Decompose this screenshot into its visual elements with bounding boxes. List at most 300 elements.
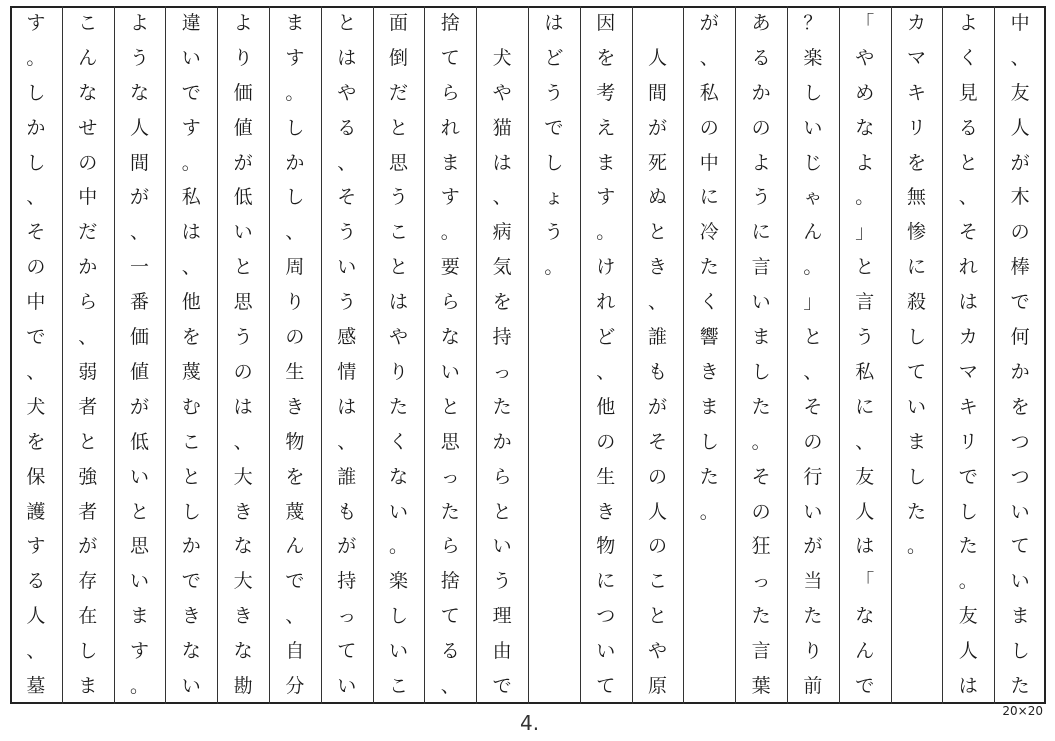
manuscript-cell: む bbox=[181, 395, 201, 418]
manuscript-cell: ま bbox=[285, 11, 305, 34]
manuscript-cell: 人 bbox=[129, 116, 149, 139]
manuscript-column bbox=[217, 6, 269, 704]
manuscript-cell: 、 bbox=[647, 291, 667, 314]
manuscript-cell: キ bbox=[906, 81, 926, 104]
manuscript-cell: の bbox=[285, 326, 305, 349]
manuscript-cell: る bbox=[440, 640, 460, 663]
manuscript-cell: 、 bbox=[129, 221, 149, 244]
column-divider bbox=[321, 6, 322, 704]
manuscript-cell: ん bbox=[285, 535, 305, 558]
manuscript-cell: カ bbox=[958, 326, 978, 349]
manuscript-cell: 葉 bbox=[751, 675, 771, 698]
manuscript-cell: し bbox=[544, 151, 564, 174]
manuscript-cell: の bbox=[26, 256, 46, 279]
manuscript-cell: け bbox=[596, 256, 616, 279]
manuscript-cell: そ bbox=[958, 221, 978, 244]
manuscript-cell: 倒 bbox=[388, 46, 408, 69]
manuscript-cell: な bbox=[855, 605, 875, 628]
manuscript-cell: 人 bbox=[647, 46, 667, 69]
manuscript-cell: 猫 bbox=[492, 116, 512, 139]
manuscript-cell: 。 bbox=[855, 186, 875, 209]
manuscript-cell: よ bbox=[751, 151, 771, 174]
manuscript-cell bbox=[528, 355, 580, 390]
manuscript-cell: す bbox=[285, 46, 305, 69]
manuscript-cell: そ bbox=[647, 430, 667, 453]
manuscript-cell: で bbox=[1010, 291, 1030, 314]
manuscript-cell: の bbox=[699, 116, 719, 139]
manuscript-cell: ん bbox=[803, 221, 823, 244]
manuscript-cell: き bbox=[285, 395, 305, 418]
column-divider bbox=[424, 6, 425, 704]
manuscript-cell: と bbox=[492, 500, 512, 523]
manuscript-cell: う bbox=[544, 81, 564, 104]
manuscript-column bbox=[839, 6, 891, 704]
manuscript-cell: に bbox=[855, 395, 875, 418]
manuscript-cell: だ bbox=[388, 81, 408, 104]
manuscript-cell: い bbox=[492, 535, 512, 558]
manuscript-cell: よ bbox=[129, 11, 149, 34]
manuscript-cell: 、 bbox=[26, 360, 46, 383]
manuscript-column bbox=[476, 6, 528, 704]
manuscript-cell: っ bbox=[337, 605, 357, 628]
manuscript-cell: ま bbox=[751, 326, 771, 349]
manuscript-cell: う bbox=[855, 326, 875, 349]
manuscript-cell bbox=[683, 634, 735, 669]
column-divider bbox=[269, 6, 270, 704]
manuscript-cell: 狂 bbox=[751, 535, 771, 558]
manuscript-cell: な bbox=[440, 326, 460, 349]
manuscript-cell: す bbox=[596, 186, 616, 209]
page-number: 4. bbox=[520, 711, 540, 735]
manuscript-cell: が bbox=[1010, 151, 1030, 174]
manuscript-cell bbox=[891, 669, 943, 704]
manuscript-cell: の bbox=[596, 430, 616, 453]
manuscript-cell: し bbox=[699, 430, 719, 453]
manuscript-cell: た bbox=[906, 500, 926, 523]
manuscript-cell: よ bbox=[855, 151, 875, 174]
manuscript-cell: 「 bbox=[855, 570, 875, 593]
manuscript-cell bbox=[528, 530, 580, 565]
manuscript-cell: り bbox=[233, 46, 253, 69]
column-divider bbox=[528, 6, 529, 704]
manuscript-cell: い bbox=[751, 291, 771, 314]
manuscript-cell: 情 bbox=[337, 360, 357, 383]
manuscript-cell: が bbox=[78, 535, 98, 558]
manuscript-cell: ら bbox=[492, 465, 512, 488]
manuscript-cell: の bbox=[751, 116, 771, 139]
manuscript-cell: る bbox=[958, 116, 978, 139]
manuscript-cell: ど bbox=[544, 46, 564, 69]
manuscript-cell: ん bbox=[78, 46, 98, 69]
manuscript-cell: と bbox=[647, 605, 667, 628]
manuscript-cell: い bbox=[337, 256, 357, 279]
manuscript-cell: 死 bbox=[647, 151, 667, 174]
manuscript-cell: 誰 bbox=[337, 465, 357, 488]
manuscript-cell: 低 bbox=[233, 186, 253, 209]
manuscript-cell: 響 bbox=[699, 326, 719, 349]
manuscript-cell: や bbox=[647, 640, 667, 663]
manuscript-cell: 、 bbox=[596, 360, 616, 383]
manuscript-cell: し bbox=[285, 116, 305, 139]
column-divider bbox=[683, 6, 684, 704]
manuscript-cell: こ bbox=[388, 675, 408, 698]
manuscript-cell: を bbox=[26, 430, 46, 453]
manuscript-cell: 面 bbox=[388, 11, 408, 34]
manuscript-cell: い bbox=[1010, 500, 1030, 523]
manuscript-cell: そ bbox=[26, 221, 46, 244]
manuscript-cell: 友 bbox=[855, 465, 875, 488]
manuscript-cell: ま bbox=[129, 605, 149, 628]
manuscript-sheet bbox=[10, 6, 1046, 704]
manuscript-cell: を bbox=[596, 46, 616, 69]
manuscript-cell: そ bbox=[751, 465, 771, 488]
manuscript-cell: て bbox=[337, 640, 357, 663]
manuscript-cell: 低 bbox=[129, 430, 149, 453]
manuscript-cell: で bbox=[544, 116, 564, 139]
manuscript-cell: い bbox=[337, 675, 357, 698]
manuscript-cell: 。 bbox=[26, 46, 46, 69]
manuscript-cell: な bbox=[78, 81, 98, 104]
manuscript-cell: 原 bbox=[647, 675, 667, 698]
manuscript-cell: に bbox=[906, 256, 926, 279]
manuscript-cell: 言 bbox=[751, 256, 771, 279]
manuscript-cell: 値 bbox=[129, 360, 149, 383]
manuscript-cell: 、 bbox=[492, 186, 512, 209]
manuscript-cell: る bbox=[751, 46, 771, 69]
manuscript-cell: は bbox=[492, 151, 512, 174]
manuscript-cell: き bbox=[233, 605, 253, 628]
column-divider bbox=[373, 6, 374, 704]
manuscript-cell: 価 bbox=[129, 326, 149, 349]
manuscript-cell bbox=[528, 599, 580, 634]
manuscript-cell: は bbox=[958, 291, 978, 314]
manuscript-cell: の bbox=[78, 151, 98, 174]
manuscript-cell: じ bbox=[803, 151, 823, 174]
manuscript-cell: に bbox=[596, 570, 616, 593]
manuscript-cell: い bbox=[388, 500, 408, 523]
manuscript-cell: と bbox=[440, 395, 460, 418]
manuscript-cell: が bbox=[699, 11, 719, 34]
manuscript-cell: う bbox=[337, 291, 357, 314]
manuscript-cell: 思 bbox=[129, 535, 149, 558]
manuscript-cell: ん bbox=[855, 640, 875, 663]
manuscript-cell: 行 bbox=[803, 465, 823, 488]
manuscript-cell: や bbox=[492, 81, 512, 104]
manuscript-cell: し bbox=[906, 465, 926, 488]
manuscript-cell bbox=[528, 495, 580, 530]
manuscript-cell: 犬 bbox=[26, 395, 46, 418]
manuscript-cell: に bbox=[751, 221, 771, 244]
manuscript-cell: 病 bbox=[492, 221, 512, 244]
manuscript-cell: が bbox=[803, 535, 823, 558]
manuscript-cell: は bbox=[181, 221, 201, 244]
manuscript-cell: 蔑 bbox=[181, 360, 201, 383]
manuscript-cell: 周 bbox=[285, 256, 305, 279]
manuscript-cell: 物 bbox=[596, 535, 616, 558]
manuscript-cell: す bbox=[181, 116, 201, 139]
manuscript-cell: す bbox=[129, 640, 149, 663]
manuscript-cell: 。 bbox=[544, 256, 564, 279]
manuscript-cell: の bbox=[803, 430, 823, 453]
manuscript-cell: を bbox=[492, 291, 512, 314]
manuscript-cell: 殺 bbox=[906, 291, 926, 314]
manuscript-cell: ま bbox=[596, 151, 616, 174]
manuscript-cell: 、 bbox=[337, 430, 357, 453]
manuscript-cell: き bbox=[596, 500, 616, 523]
manuscript-cell: か bbox=[492, 430, 512, 453]
manuscript-cell: う bbox=[129, 46, 149, 69]
manuscript-cell: た bbox=[492, 395, 512, 418]
manuscript-cell: た bbox=[803, 605, 823, 628]
manuscript-cell: カ bbox=[906, 11, 926, 34]
manuscript-column bbox=[373, 6, 425, 704]
manuscript-cell: た bbox=[1010, 675, 1030, 698]
manuscript-cell: 友 bbox=[1010, 81, 1030, 104]
manuscript-cell: 者 bbox=[78, 395, 98, 418]
manuscript-column bbox=[942, 6, 994, 704]
manuscript-column bbox=[735, 6, 787, 704]
manuscript-cell bbox=[528, 669, 580, 704]
manuscript-cell: が bbox=[129, 186, 149, 209]
manuscript-cell: 言 bbox=[855, 291, 875, 314]
manuscript-cell: 存 bbox=[78, 570, 98, 593]
manuscript-cell: と bbox=[803, 326, 823, 349]
manuscript-cell: す bbox=[26, 11, 46, 34]
manuscript-cell: い bbox=[906, 395, 926, 418]
manuscript-column bbox=[683, 6, 735, 704]
manuscript-cell: た bbox=[751, 395, 771, 418]
manuscript-cell: よ bbox=[233, 11, 253, 34]
manuscript-cell: で bbox=[855, 675, 875, 698]
manuscript-cell bbox=[528, 285, 580, 320]
manuscript-cell: あ bbox=[751, 11, 771, 34]
manuscript-cell: が bbox=[233, 151, 253, 174]
manuscript-cell: る bbox=[337, 116, 357, 139]
manuscript-cell bbox=[528, 634, 580, 669]
manuscript-column bbox=[528, 6, 580, 704]
manuscript-cell: い bbox=[1010, 570, 1030, 593]
manuscript-cell: い bbox=[440, 360, 460, 383]
manuscript-cell: 護 bbox=[26, 500, 46, 523]
manuscript-cell: か bbox=[1010, 360, 1030, 383]
column-divider bbox=[114, 6, 115, 704]
manuscript-cell: が bbox=[129, 395, 149, 418]
manuscript-cell: 勘 bbox=[233, 675, 253, 698]
manuscript-cell: ま bbox=[440, 151, 460, 174]
manuscript-cell: を bbox=[1010, 395, 1030, 418]
manuscript-cell: 冷 bbox=[699, 221, 719, 244]
column-divider bbox=[165, 6, 166, 704]
manuscript-cell: ま bbox=[1010, 605, 1030, 628]
manuscript-column bbox=[891, 6, 943, 704]
manuscript-cell bbox=[683, 599, 735, 634]
manuscript-cell: 前 bbox=[803, 675, 823, 698]
manuscript-cell: 由 bbox=[492, 640, 512, 663]
manuscript-cell: と bbox=[388, 116, 408, 139]
manuscript-cell: 気 bbox=[492, 256, 512, 279]
manuscript-cell: 、 bbox=[233, 430, 253, 453]
manuscript-cell bbox=[891, 634, 943, 669]
manuscript-cell: こ bbox=[78, 11, 98, 34]
manuscript-cell: リ bbox=[906, 116, 926, 139]
manuscript-cell: 在 bbox=[78, 605, 98, 628]
manuscript-cell: で bbox=[958, 465, 978, 488]
manuscript-cell: す bbox=[26, 535, 46, 558]
manuscript-cell: く bbox=[958, 46, 978, 69]
manuscript-cell: し bbox=[958, 500, 978, 523]
manuscript-cell: 中 bbox=[1010, 11, 1030, 34]
manuscript-cell: 中 bbox=[26, 291, 46, 314]
manuscript-cell: 。 bbox=[129, 675, 149, 698]
manuscript-cell: は bbox=[233, 395, 253, 418]
manuscript-cell: と bbox=[958, 151, 978, 174]
manuscript-cell bbox=[476, 6, 528, 41]
manuscript-cell: き bbox=[181, 605, 201, 628]
manuscript-cell: 。 bbox=[751, 430, 771, 453]
manuscript-cell: そ bbox=[803, 395, 823, 418]
manuscript-cell: 、 bbox=[26, 640, 46, 663]
manuscript-cell: を bbox=[906, 151, 926, 174]
column-divider bbox=[942, 6, 943, 704]
manuscript-cell: 持 bbox=[492, 326, 512, 349]
column-divider bbox=[217, 6, 218, 704]
manuscript-cell: こ bbox=[388, 221, 408, 244]
manuscript-cell: め bbox=[855, 81, 875, 104]
manuscript-cell: 私 bbox=[855, 360, 875, 383]
manuscript-cell: と bbox=[129, 500, 149, 523]
manuscript-cell: よ bbox=[958, 11, 978, 34]
manuscript-cell: の bbox=[751, 500, 771, 523]
manuscript-cell: 「 bbox=[855, 11, 875, 34]
manuscript-cell: を bbox=[181, 326, 201, 349]
manuscript-cell: 言 bbox=[751, 640, 771, 663]
manuscript-cell: ？ bbox=[803, 11, 823, 34]
manuscript-cell: き bbox=[647, 256, 667, 279]
manuscript-column bbox=[10, 6, 62, 704]
manuscript-cell: ら bbox=[440, 535, 460, 558]
manuscript-cell: な bbox=[233, 535, 253, 558]
manuscript-cell: 大 bbox=[233, 570, 253, 593]
manuscript-cell: た bbox=[958, 535, 978, 558]
manuscript-cell: 人 bbox=[958, 640, 978, 663]
manuscript-cell: 、 bbox=[337, 151, 357, 174]
manuscript-column bbox=[269, 6, 321, 704]
manuscript-cell: て bbox=[1010, 535, 1030, 558]
manuscript-cell: に bbox=[699, 186, 719, 209]
manuscript-cell: 理 bbox=[492, 605, 512, 628]
manuscript-cell: た bbox=[699, 465, 719, 488]
manuscript-cell: き bbox=[233, 500, 253, 523]
manuscript-cell: ぬ bbox=[647, 186, 667, 209]
manuscript-cell: ら bbox=[78, 291, 98, 314]
manuscript-cell: 要 bbox=[440, 256, 460, 279]
manuscript-cell: し bbox=[803, 81, 823, 104]
manuscript-cell: ら bbox=[440, 81, 460, 104]
manuscript-cell: な bbox=[233, 640, 253, 663]
manuscript-cell: い bbox=[181, 46, 201, 69]
manuscript-cell: ょ bbox=[544, 186, 564, 209]
manuscript-cell: う bbox=[233, 326, 253, 349]
manuscript-cell: と bbox=[855, 256, 875, 279]
manuscript-cell: は bbox=[958, 675, 978, 698]
manuscript-cell: 強 bbox=[78, 465, 98, 488]
manuscript-cell: が bbox=[337, 535, 357, 558]
manuscript-cell: ま bbox=[699, 395, 719, 418]
manuscript-cell: と bbox=[337, 11, 357, 34]
manuscript-cell: ま bbox=[906, 430, 926, 453]
manuscript-cell: 私 bbox=[699, 81, 719, 104]
manuscript-cell: れ bbox=[440, 116, 460, 139]
manuscript-cell: っ bbox=[492, 360, 512, 383]
manuscript-cell: 間 bbox=[647, 81, 667, 104]
manuscript-column bbox=[994, 6, 1046, 704]
manuscript-cell: か bbox=[285, 151, 305, 174]
manuscript-cell: 一 bbox=[129, 256, 149, 279]
manuscript-cell: 、 bbox=[78, 326, 98, 349]
manuscript-cell: 。 bbox=[440, 221, 460, 244]
manuscript-cell: て bbox=[440, 46, 460, 69]
grid-size-label: 20×20 bbox=[1002, 704, 1043, 718]
manuscript-cell: て bbox=[596, 675, 616, 698]
manuscript-column bbox=[62, 6, 114, 704]
manuscript-cell: 。 bbox=[906, 535, 926, 558]
manuscript-cell: く bbox=[388, 430, 408, 453]
manuscript-cell: た bbox=[388, 395, 408, 418]
manuscript-cell: れ bbox=[596, 291, 616, 314]
manuscript-cell: 、 bbox=[440, 675, 460, 698]
manuscript-cell: し bbox=[78, 640, 98, 663]
manuscript-cell: 友 bbox=[958, 605, 978, 628]
manuscript-cell: 捨 bbox=[440, 11, 460, 34]
manuscript-cell: こ bbox=[647, 570, 667, 593]
manuscript-cell: 、 bbox=[285, 221, 305, 244]
manuscript-cell: や bbox=[337, 81, 357, 104]
manuscript-cell: 、 bbox=[1010, 46, 1030, 69]
manuscript-cell: つ bbox=[1010, 465, 1030, 488]
manuscript-cell: な bbox=[855, 116, 875, 139]
manuscript-cell bbox=[683, 530, 735, 565]
manuscript-cell: ら bbox=[440, 291, 460, 314]
manuscript-cell: そ bbox=[337, 186, 357, 209]
manuscript-cell: り bbox=[803, 640, 823, 663]
manuscript-cell: 。 bbox=[699, 500, 719, 523]
manuscript-cell: す bbox=[440, 186, 460, 209]
manuscript-cell: 因 bbox=[596, 11, 616, 34]
manuscript-cell: と bbox=[388, 256, 408, 279]
manuscript-cell: い bbox=[129, 465, 149, 488]
manuscript-cell: い bbox=[803, 116, 823, 139]
manuscript-cell: も bbox=[647, 360, 667, 383]
manuscript-cell bbox=[891, 599, 943, 634]
manuscript-cell: で bbox=[181, 81, 201, 104]
manuscript-cell: い bbox=[596, 640, 616, 663]
manuscript-cell bbox=[891, 564, 943, 599]
manuscript-cell: 他 bbox=[596, 395, 616, 418]
column-divider bbox=[787, 6, 788, 704]
manuscript-cell: と bbox=[233, 256, 253, 279]
manuscript-column bbox=[580, 6, 632, 704]
manuscript-cell: り bbox=[388, 360, 408, 383]
manuscript-cell: 間 bbox=[129, 151, 149, 174]
manuscript-cell: 他 bbox=[181, 291, 201, 314]
manuscript-cell: 思 bbox=[440, 430, 460, 453]
manuscript-cell bbox=[528, 320, 580, 355]
manuscript-cell: 。 bbox=[958, 570, 978, 593]
manuscript-cell: キ bbox=[958, 395, 978, 418]
manuscript-cell: 犬 bbox=[492, 46, 512, 69]
manuscript-cell: 。 bbox=[388, 535, 408, 558]
manuscript-cell: な bbox=[388, 465, 408, 488]
